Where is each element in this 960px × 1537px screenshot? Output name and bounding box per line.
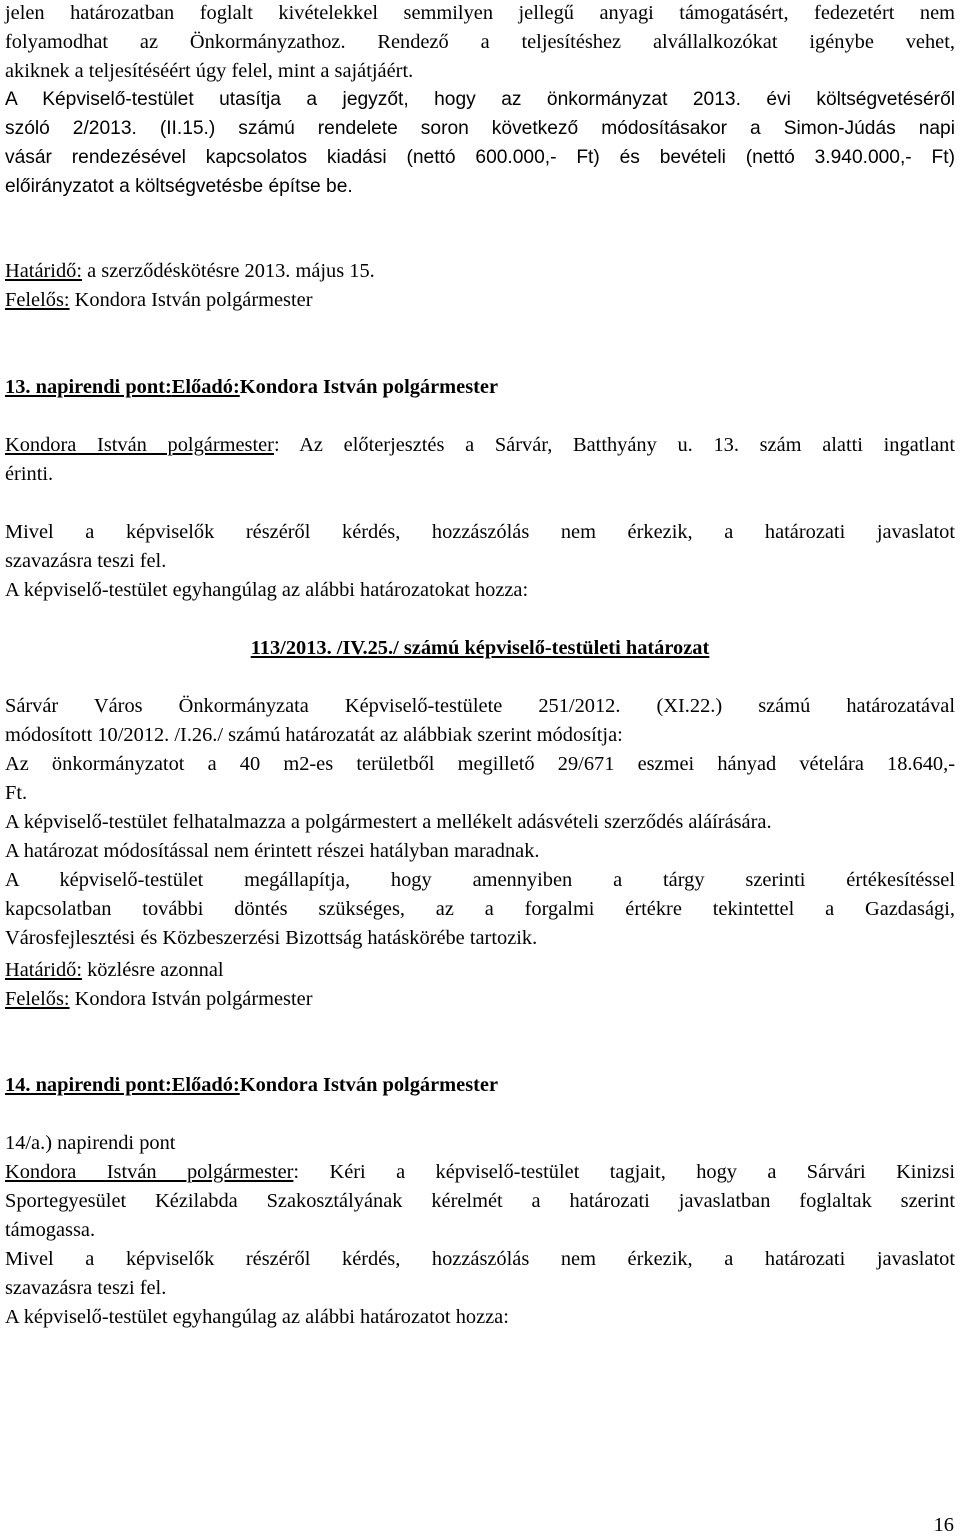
text-line: előirányzatot a költségvetésbe építse be. xyxy=(5,176,353,197)
text-line: Sárvár Város Önkormányzata Képviselő-testülete 251/2012. (XI.22.) számú határozatával xyxy=(5,695,955,717)
section-heading xyxy=(5,373,955,402)
text-line: Városfejlesztési és Közbeszerzési Bizottság hatáskörébe tartozik. xyxy=(5,927,538,949)
resolution-113-title xyxy=(5,634,955,663)
text-line: folyamodhat az Önkormányzathoz. Rendező a teljesítéshez alvállalkozókat igénybe vehet, xyxy=(5,31,955,53)
text-line: Ft. xyxy=(5,782,28,804)
responsible-line xyxy=(5,985,955,1014)
text-line xyxy=(5,1158,955,1187)
deadline-responsible-2 xyxy=(5,956,955,1014)
presenter-name: Kondora István polgármester xyxy=(239,376,499,398)
text-line: módosított 10/2012. /I.26./ számú határozatát az alábbiak szerint módosítja: xyxy=(5,724,623,746)
text-line: érinti. xyxy=(5,463,54,485)
speaker-name: Kondora István polgármester xyxy=(5,1161,294,1183)
presenter-name: Kondora István polgármester xyxy=(239,1074,499,1096)
text-line: A képviselő-testület felhatalmazza a polgármestert a mellékelt adásvételi szerződés aláírására. xyxy=(5,811,772,833)
text-line: jelen határozatban foglalt kivételekkel semmilyen jellegű anyagi támogatásért, fedezetért nem xyxy=(5,2,955,24)
deadline-value: közlésre azonnal xyxy=(82,959,224,981)
heading-text: napirendi pont: xyxy=(30,376,172,398)
text-line: Az önkormányzatot a 40 m2-es területből megillető 29/671 eszmei hányad vételára 18.640,- xyxy=(5,753,955,775)
deadline-label: Határidő: xyxy=(5,959,83,981)
deadline-label: Határidő: xyxy=(5,260,83,282)
resolution-title: 113/2013. /IV.25./ számú képviselő-testületi határozat xyxy=(250,637,710,659)
responsible-value: Kondora István polgármester xyxy=(69,988,313,1010)
speaker-name: Kondora István polgármester xyxy=(5,434,274,456)
responsible-value: Kondora István polgármester xyxy=(69,289,313,311)
agenda-item-14-body xyxy=(5,1129,955,1332)
speaker-text: : Kéri a képviselő-testület tagjait, hogy a Sárvári Kinizsi xyxy=(293,1161,955,1183)
section-heading xyxy=(5,1071,955,1100)
agenda-item-13-speech xyxy=(5,431,955,489)
agenda-item-14-heading xyxy=(5,1071,955,1100)
text-line: szavazásra teszi fel. xyxy=(5,550,167,572)
deadline-line xyxy=(5,956,955,985)
text-line xyxy=(5,431,955,460)
speaker-text: : Az előterjesztés a Sárvár, Batthyány u. 13. szám alatti ingatlant xyxy=(273,434,955,456)
text-line: Mivel a képviselők részéről kérdés, hozzászólás nem érkezik, a határozati javaslatot xyxy=(5,521,955,543)
text-line: A határozat módosítással nem érintett részei hatályban maradnak. xyxy=(5,840,540,862)
responsible-line xyxy=(5,286,955,315)
agenda-item-13-voting xyxy=(5,518,955,605)
text-line: akiknek a teljesítéséért úgy felel, mint a sajátjáért. xyxy=(5,60,414,82)
text-line: A képviselő-testület egyhangúlag az alábbi határozatokat hozza: xyxy=(5,579,529,601)
deadline-responsible-1 xyxy=(5,257,955,315)
agenda-item-13-heading xyxy=(5,373,955,402)
presenter-label: Előadó: xyxy=(171,1074,240,1096)
text-line: A képviselő-testület egyhangúlag az alábbi határozatot hozza: xyxy=(5,1306,509,1328)
deadline-line xyxy=(5,257,955,286)
text-line: vásár rendezésével kapcsolatos kiadási (nettó 600.000,- Ft) és bevételi (nettó 3.940.000,- Ft) xyxy=(5,147,955,168)
presenter-label: Előadó: xyxy=(171,376,240,398)
page-number: 16 xyxy=(933,1514,954,1536)
text-line: támogassa. xyxy=(5,1219,96,1241)
responsible-label: Felelős: xyxy=(5,289,70,311)
text-line: Mivel a képviselők részéről kérdés, hozzászólás nem érkezik, a határozati javaslatot xyxy=(5,1248,955,1270)
heading-number: 13. xyxy=(5,376,31,398)
paragraph-contract-terms xyxy=(5,0,955,86)
resolution-113-body xyxy=(5,692,955,953)
responsible-label: Felelős: xyxy=(5,988,70,1010)
heading-text: 14. napirendi pont: xyxy=(5,1074,172,1096)
text-line: Sportegyesület Kézilabda Szakosztályának kérelmét a határozati javaslatban foglaltak szerint xyxy=(5,1190,955,1212)
text-line: kapcsolatban további döntés szükséges, az a forgalmi értékre tekintettel a Gazdasági, xyxy=(5,898,955,920)
text-line: szavazásra teszi fel. xyxy=(5,1277,167,1299)
sub-item-label: 14/a.) napirendi pont xyxy=(5,1132,176,1154)
text-line: A Képviselő-testület utasítja a jegyzőt, hogy az önkormányzat 2013. évi költségvetéséről xyxy=(5,89,955,110)
deadline-value: a szerződéskötésre 2013. május 15. xyxy=(82,260,375,282)
text-line: A képviselő-testület megállapítja, hogy amennyiben a tárgy szerinti értékesítéssel xyxy=(5,869,955,891)
paragraph-budget-instruction xyxy=(5,85,955,201)
text-line: szóló 2/2013. (II.15.) számú rendelete soron következő módosításakor a Simon-Júdás napi xyxy=(5,118,955,139)
